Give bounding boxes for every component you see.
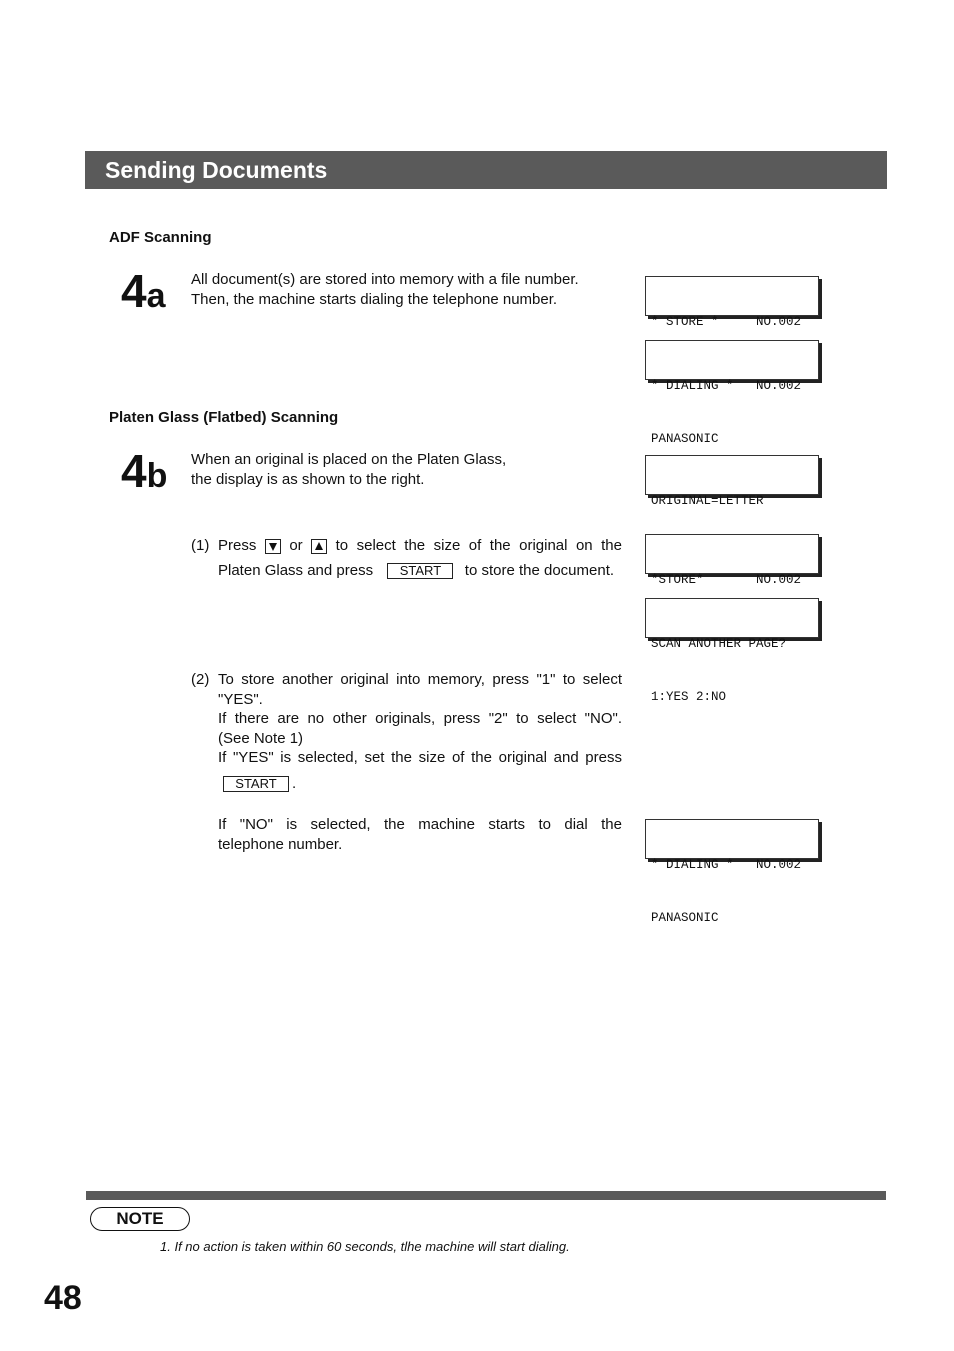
item2-line: To store another original into memory, press "1" to select xyxy=(218,671,622,688)
lcd-display-store xyxy=(645,276,819,329)
section-header-bar xyxy=(85,151,887,189)
lcd-line: PANASONIC xyxy=(651,910,719,925)
lcd-line: ORIGINAL=LETTER xyxy=(651,494,764,508)
down-arrow-key-icon xyxy=(265,539,281,554)
lcd-display-dialing-platen xyxy=(645,819,819,925)
item2-line: If there are no other originals, press "2" to select "NO". xyxy=(218,710,622,727)
lcd-line: *STORE* NO.002 xyxy=(651,573,802,587)
step-letter: b xyxy=(146,457,168,495)
adf-text-line: All document(s) are stored into memory with a file number. xyxy=(191,271,579,288)
step-4b-label xyxy=(121,445,168,497)
platen-description xyxy=(191,450,621,489)
section-title: Sending Documents xyxy=(105,157,328,183)
note-text: 1. If no action is taken within 60 seconds, tlhe machine will start dialing. xyxy=(160,1239,570,1254)
lcd-line: * STORE * NO.002 xyxy=(651,315,802,329)
step-number: 4 xyxy=(121,445,147,497)
item2-line: If "NO" is selected, the machine starts to dial the xyxy=(218,816,622,833)
lcd-display-dialing xyxy=(645,340,819,446)
lcd-line: * DIALING * NO.002 xyxy=(651,858,802,872)
note-label: NOTE xyxy=(90,1207,190,1231)
lcd-display-original xyxy=(645,455,819,508)
item-number: (2) xyxy=(191,671,210,688)
lcd-line: * DIALING * NO.002 xyxy=(651,379,802,393)
up-arrow-key-icon xyxy=(311,539,327,554)
platen-text-line: When an original is placed on the Platen Glass, xyxy=(191,451,507,468)
item1-line2-text: Platen Glass and press xyxy=(218,562,374,579)
item2-line: "YES". xyxy=(218,690,263,708)
item1-after-key: to store the document. xyxy=(464,562,615,579)
item1-line1 xyxy=(218,536,622,556)
adf-description xyxy=(191,270,621,309)
item1-after-arrows: to select the size of the original on the xyxy=(335,537,622,554)
item1-or-text: or xyxy=(289,537,303,554)
adf-heading: ADF Scanning xyxy=(109,229,212,246)
lcd-line: SCAN ANOTHER PAGE? xyxy=(651,637,787,651)
platen-heading: Platen Glass (Flatbed) Scanning xyxy=(109,409,339,426)
lcd-display-scan-another xyxy=(645,598,819,704)
item1-press-text: Press xyxy=(218,537,257,554)
item2-line: telephone number. xyxy=(218,835,343,853)
item1-line2 xyxy=(218,561,622,581)
start-key-label: START xyxy=(387,563,453,579)
step-number: 4 xyxy=(121,265,147,317)
step-letter: a xyxy=(146,277,166,315)
lcd-line: 1:YES 2:NO xyxy=(651,689,727,704)
item2-text xyxy=(218,670,622,854)
item2-start-line xyxy=(218,774,622,794)
page-number: 48 xyxy=(44,1279,82,1317)
lcd-line: PANASONIC xyxy=(651,431,719,446)
item2-key-after: . xyxy=(292,774,297,792)
platen-text-line: the display is as shown to the right. xyxy=(191,470,425,488)
adf-text-line: Then, the machine starts dialing the telephone number. xyxy=(191,290,558,308)
lcd-display-store-platen xyxy=(645,534,819,587)
step-4a-label xyxy=(121,265,166,317)
item2-line: If "YES" is selected, set the size of the original and press xyxy=(218,749,622,766)
footer-rule xyxy=(86,1191,886,1200)
item2-line: (See Note 1) xyxy=(218,729,304,747)
start-key-label: START xyxy=(223,776,289,792)
item-number: (1) xyxy=(191,537,210,554)
